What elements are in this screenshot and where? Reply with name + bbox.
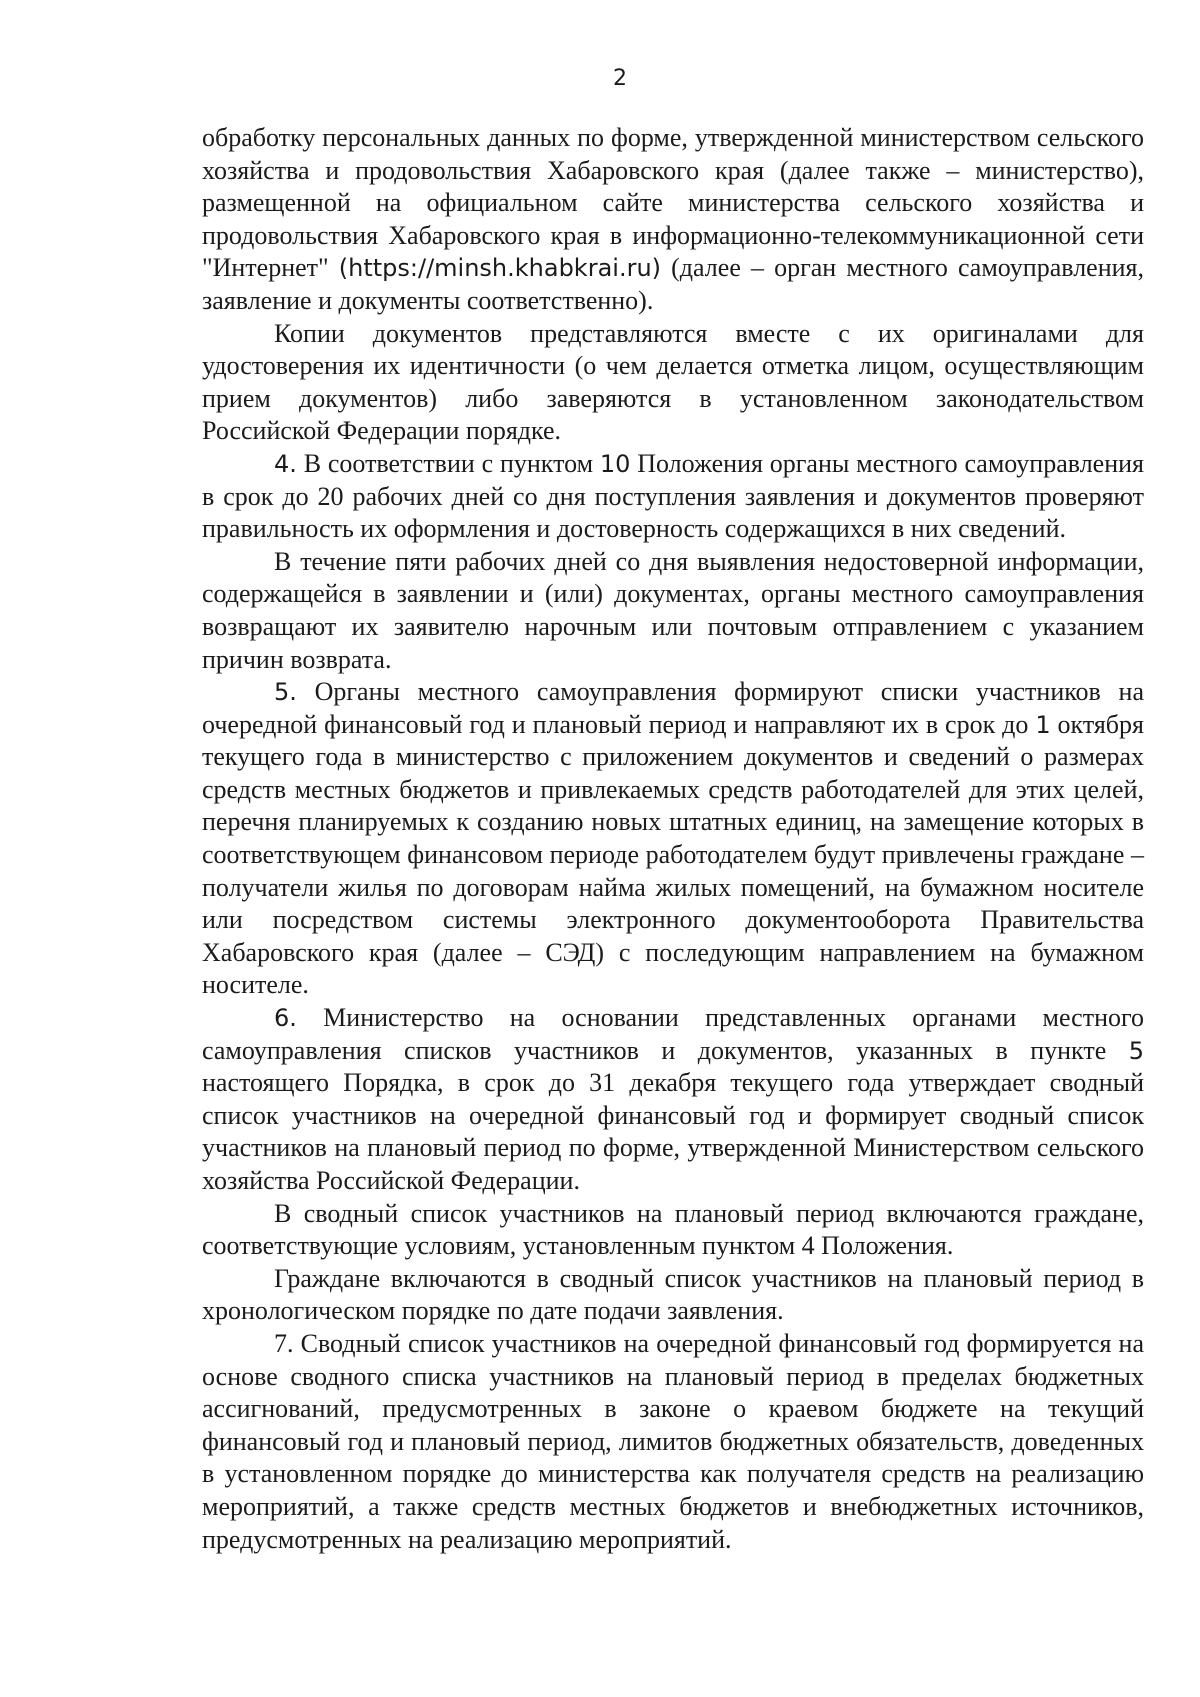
item-number: 5. xyxy=(274,678,297,707)
paragraph-item-4 xyxy=(202,448,1144,546)
text-segment: октября текущего года в министерство с приложением документов и сведений о размерах средств местных бюджетов и привлекаемых средств работодателей для этих целей, перечня планируемых к созданию новых штатных единиц, на замещение которых в соответствующем финансовом периоде работодателем будут привлечены граждане – получатели жилья по договорам найма жилых помещений, на бумажном носителе или посредством системы электронного документооборота Правительства Хабаровского края (далее – СЭД) с последующим направлением на бумажном носителе. xyxy=(202,709,1144,1000)
text-segment: (далее – орган местного самоуправления, заявление и документы соответственно). xyxy=(202,253,1144,315)
text-segment: Органы местного самоуправления формируют списки участников на очередной финансовый год и плановый период и направляют их в срок до xyxy=(202,677,1144,739)
text-segment: В течение пяти рабочих дней со дня выявления недостоверной информации, содержащейся в заявлении и (или) документах, органы местного самоуправления возвращают их заявителю нарочным или почтовым отправлением с указанием причин возврата. xyxy=(202,546,1144,674)
item-number: 4. xyxy=(274,449,297,478)
ministry-url: (https://minsh.khabkrai.ru) xyxy=(338,254,662,283)
text-segment: 7. Сводный список участников на очередной финансовый год формируется на основе сводного списка участников на плановый период в пределах бюджетных ассигнований, предусмотренных в законе о краевом бюджете на текущий финансовый год и плановый период, лимитов бюджетных обязательств, доведенных в установленном порядке до министерства как получателя средств на реализацию мероприятий, а также средств местных бюджетов и внебюджетных источников, предусмотренных на реализацию мероприятий. xyxy=(202,1328,1144,1554)
paragraph-planned-period xyxy=(202,1198,1144,1263)
document-body xyxy=(202,122,1144,1556)
paragraph-chronological xyxy=(202,1263,1144,1328)
text-segment: В соответствии с пунктом xyxy=(296,448,600,478)
paragraph-return xyxy=(202,546,1144,676)
text-segment: Граждане включаются в сводный список участников на плановый период в хронологическом порядке по дате подачи заявления. xyxy=(202,1263,1144,1326)
reference-number: 10 xyxy=(599,449,631,478)
reference-number: 1 xyxy=(1035,710,1051,739)
reference-number: 5 xyxy=(1128,1036,1144,1065)
text-segment: настоящего Порядка, в срок до 31 декабря текущего года утверждает сводный список участников на очередной финансовый год и формирует сводный список участников на плановый период по форме, утвержденной Министерством сельского хозяйства Российской Федерации. xyxy=(202,1068,1144,1195)
paragraph-item-7 xyxy=(202,1328,1144,1556)
paragraph-item-5 xyxy=(202,676,1144,1002)
text-segment: Министерство на основании представленных органами местного самоуправления списков участников и документов, указанных в пункте xyxy=(202,1003,1144,1065)
text-segment: В сводный список участников на плановый период включаются граждане, соответствующие условиям, установленным пунктом 4 Положения. xyxy=(202,1198,1144,1261)
text-segment: Положения органы местного самоуправления в срок до 20 рабочих дней со дня поступления заявления и документов проверяют правильность их оформления и достоверность содержащихся в них сведений. xyxy=(202,448,1144,544)
item-number: 6. xyxy=(274,1004,297,1033)
page-number: 2 xyxy=(613,66,627,91)
paragraph-1-continuation xyxy=(202,122,1144,318)
paragraph-copies xyxy=(202,318,1144,448)
text-segment: Копии документов представляются вместе с их оригиналами для удостоверения их идентичности (о чем делается отметка лицом, осуществляющим прием документов) либо заверяются в установленном законодательством Российской Федерации порядке. xyxy=(202,318,1144,446)
paragraph-item-6 xyxy=(202,1002,1144,1198)
text-segment: обработку персональных данных по форме, утвержденной министерством сельского хозяйства и продовольствия Хабаровского края (далее также – министерство), размещенной на официальном сайте министерства сельского хозяйства и продовольствия Хабаровского края в информационно-телекоммуникационной сети "Интернет" xyxy=(202,123,1144,283)
